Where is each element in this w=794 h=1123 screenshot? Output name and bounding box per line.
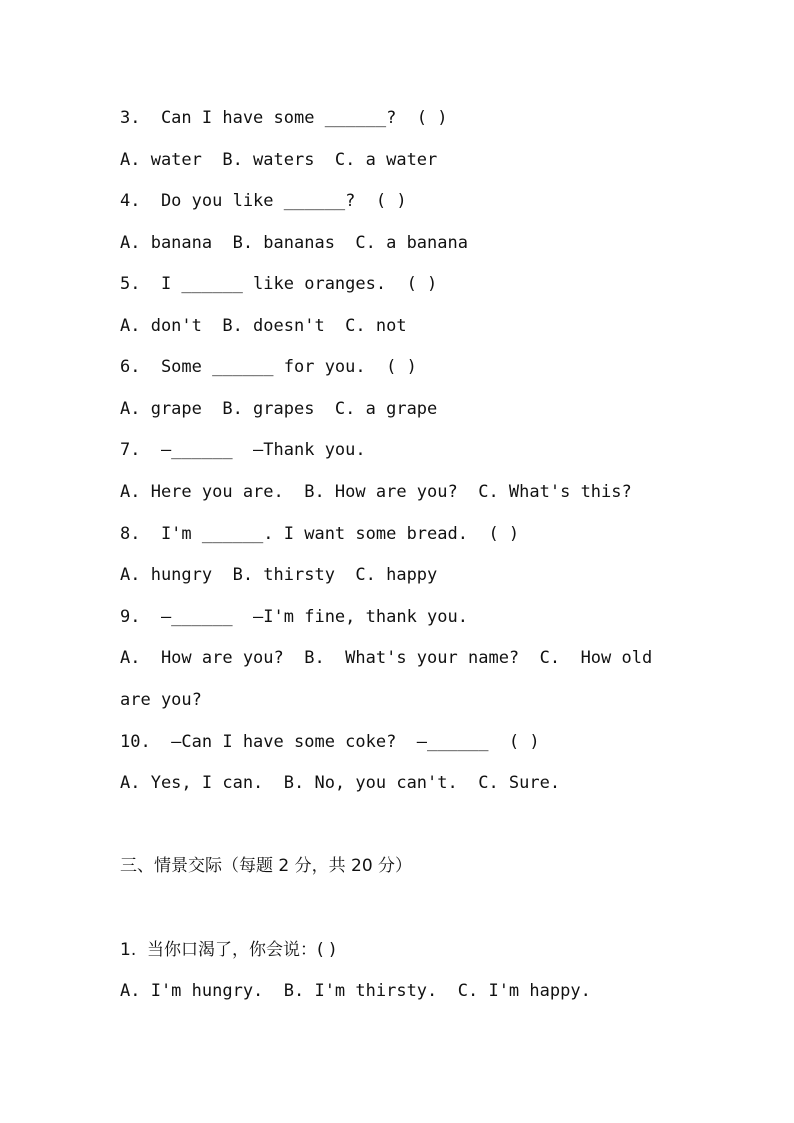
question-5-options: A. don't B. doesn't C. not xyxy=(120,316,407,336)
question-3-options: A. water B. waters C. a water xyxy=(120,150,438,170)
question-10-options: A. Yes, I can. B. No, you can't. C. Sure. xyxy=(120,773,561,793)
section-3-question-1: 1. 当你口渴了，你会说：( ) xyxy=(120,940,336,960)
section-3-heading: 三、情景交际（每题 2 分，共 20 分） xyxy=(120,856,413,876)
question-9-options: A. How are you? B. What's your name? C. How old xyxy=(120,648,653,668)
question-10: 10. —Can I have some coke? —______ ( ) xyxy=(120,732,540,752)
question-5: 5. I ______ like oranges. ( ) xyxy=(120,274,438,294)
question-9: 9. —______ —I'm fine, thank you. xyxy=(120,607,468,627)
question-3: 3. Can I have some ______? ( ) xyxy=(120,108,448,128)
question-7-options: A. Here you are. B. How are you? C. What's this? xyxy=(120,482,632,502)
section-3-question-1-options: A. I'm hungry. B. I'm thirsty. C. I'm happy. xyxy=(120,981,591,1001)
question-8-options: A. hungry B. thirsty C. happy xyxy=(120,565,438,585)
question-7: 7. —______ —Thank you. xyxy=(120,440,366,460)
question-6-options: A. grape B. grapes C. a grape xyxy=(120,399,438,419)
question-4-options: A. banana B. bananas C. a banana xyxy=(120,233,468,253)
question-9-options-continued: are you? xyxy=(120,690,202,710)
question-8: 8. I'm ______. I want some bread. ( ) xyxy=(120,524,520,544)
question-6: 6. Some ______ for you. ( ) xyxy=(120,357,417,377)
question-4: 4. Do you like ______? ( ) xyxy=(120,191,407,211)
